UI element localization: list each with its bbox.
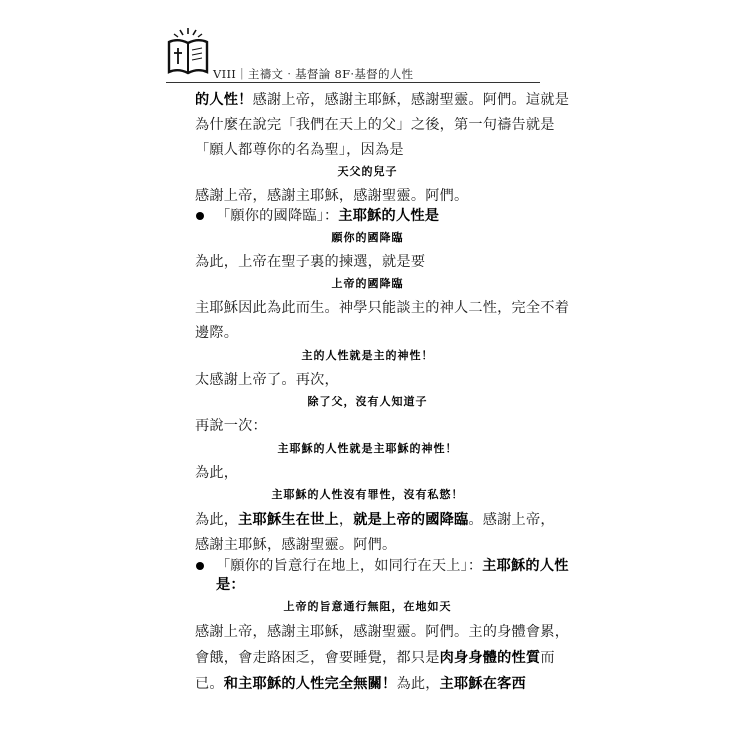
centered-emphasis-7: 主耶穌的人性沒有罪性，沒有私慾！ xyxy=(271,488,464,501)
bullet-dot xyxy=(196,562,204,570)
text-run: 「願你的旨意行在地上，如同行在天上」： xyxy=(216,558,483,574)
bullet-line-1 xyxy=(216,206,439,226)
running-header: VIII｜主禱文‧基督論 8F‧基督的人性 xyxy=(213,67,414,81)
text-line-7: 邊際。 xyxy=(195,325,239,341)
centered-emphasis-2: 願你的國降臨 xyxy=(331,231,404,244)
bullet-line-2 xyxy=(216,556,569,576)
bold-run: 主耶穌生在世上 xyxy=(238,512,339,528)
text-line-2: 為什麼在說完「我們在天上的父」之後，第一句禱告就是 xyxy=(195,117,555,133)
text-line-11 xyxy=(195,510,555,530)
centered-emphasis-3: 上帝的國降臨 xyxy=(331,277,404,290)
centered-emphasis-5: 除了父，沒有人知道子 xyxy=(307,395,428,408)
text-run: 會餓，會走路困乏，會要睡覺，都只是 xyxy=(195,650,440,666)
text-run: 已。 xyxy=(195,676,224,692)
text-line-9: 再說一次： xyxy=(195,418,267,434)
bold-run: 主耶穌的人性 xyxy=(482,558,569,574)
text-run: 為此， xyxy=(396,676,440,692)
bold-run: 主耶穌在客西 xyxy=(439,676,526,692)
centered-emphasis-6: 主耶穌的人性就是主耶穌的神性！ xyxy=(277,442,458,455)
text-line-3: 「願人都尊你的名為聖」，因為是 xyxy=(195,142,404,158)
bold-run: 的人性！ xyxy=(195,92,253,108)
bold-run: 肉身身體的性質 xyxy=(439,650,541,666)
text-line-1 xyxy=(195,90,569,110)
text-line-15 xyxy=(195,674,526,694)
text-run: 。感謝上帝， xyxy=(468,512,555,528)
text-run: ， xyxy=(338,512,354,528)
centered-emphasis-4: 主的人性就是主的神性！ xyxy=(301,349,434,362)
text-line-12: 感謝主耶穌，感謝聖靈。阿們。 xyxy=(195,537,397,553)
bold-run: 就是上帝的國降臨 xyxy=(353,512,469,528)
text-run: 感謝上帝，感謝主耶穌，感謝聖靈。阿們。這就是 xyxy=(252,92,570,108)
text-line-4: 感謝上帝，感謝主耶穌，感謝聖靈。阿們。 xyxy=(195,188,469,204)
bold-run: 和主耶穌的人性完全無關！ xyxy=(223,676,397,692)
text-line-14 xyxy=(195,648,555,668)
text-line-13: 感謝上帝，感謝主耶穌，感謝聖靈。阿們。主的身體會累， xyxy=(195,624,570,640)
open-bible-cross-icon xyxy=(166,26,210,78)
bold-run: 主耶穌的人性是 xyxy=(338,208,440,224)
text-run: 為此， xyxy=(195,512,239,528)
bullet-dot xyxy=(196,212,204,220)
text-line-5: 為此，上帝在聖子裏的揀選，就是要 xyxy=(195,254,426,270)
text-run: 而 xyxy=(540,650,555,666)
centered-emphasis-1: 天父的兒子 xyxy=(337,165,398,178)
text-line-10: 為此， xyxy=(195,465,239,481)
text-run: 「願你的國降臨」： xyxy=(216,208,339,224)
centered-emphasis-8: 上帝的旨意通行無阻，在地如天 xyxy=(283,600,452,613)
header-rule xyxy=(166,82,540,83)
text-line-6: 主耶穌因此為此而生。神學只能談主的神人二性，完全不着 xyxy=(195,300,570,316)
text-line-8: 太感謝上帝了。再次， xyxy=(195,372,339,388)
bullet-line-2-cont: 是： xyxy=(216,577,245,593)
